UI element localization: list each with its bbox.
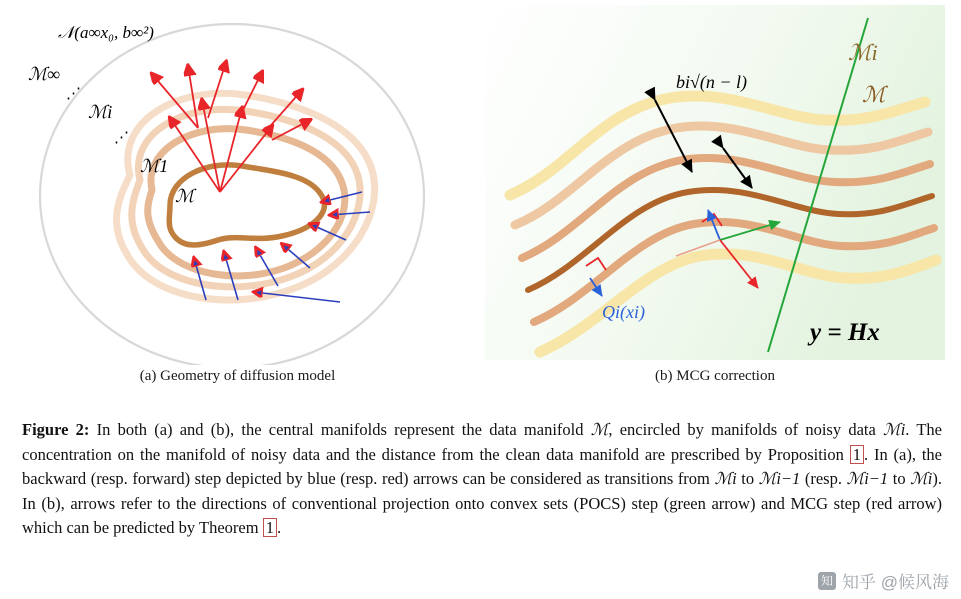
figure-panel-a <box>10 0 465 395</box>
label-gaussian: 𝒩(a∞x₀, b∞²) <box>58 23 154 42</box>
caption-m5: ℳi−1 <box>846 469 889 488</box>
caption-m4: ℳi−1 <box>758 469 801 488</box>
panel-b-graphic <box>480 0 950 365</box>
caption-text-3: . The concentration on the manifold of noisy data and the distance from the clean data manifold are prescribed by Proposition <box>22 420 942 464</box>
label-projection: Qi(xi) <box>602 302 645 322</box>
outer-circle <box>40 24 424 365</box>
caption-text-6: (resp. <box>800 469 847 488</box>
label-m-1: ℳ1 <box>140 156 169 176</box>
caption-text-1: In both (a) and (b), the central manifolds represent the data manifold <box>89 420 591 439</box>
panel-a-caption: (a) Geometry of diffusion model <box>139 368 336 384</box>
figure-caption <box>22 418 942 541</box>
label-measurement: y = Hx <box>810 319 880 346</box>
panel-b-caption: (b) MCG correction <box>655 368 775 384</box>
caption-text-2: , encircled by manifolds of noisy data <box>608 420 884 439</box>
caption-label: Figure 2: <box>22 420 90 439</box>
label-m-i: ℳi <box>88 102 113 122</box>
caption-text-7: to <box>888 469 911 488</box>
caption-text-8: ). In (b), arrows refer to the directions of conventional projection onto convex sets (POCS) step (green arrow) and MCG step (red arrow) which can be predicted by Theorem <box>22 469 942 537</box>
figure-panel-b <box>480 0 950 395</box>
panel-a-graphic <box>10 0 465 365</box>
label-m-clean: ℳ <box>175 186 195 206</box>
manifold-infinity <box>117 93 375 300</box>
watermark-text: 知乎 @候风海 <box>842 573 949 592</box>
reference-link-theorem[interactable]: 1 <box>263 518 277 537</box>
label-m-infinity: ℳ∞ <box>28 64 61 84</box>
zhihu-logo-icon: 知 <box>818 572 836 590</box>
label-dots-mid: ⋰ <box>114 130 129 146</box>
caption-m1: ℳ <box>590 420 609 439</box>
watermark <box>818 568 949 593</box>
label-mi-b: ℳi <box>848 40 878 65</box>
caption-text-4: . In (a), the backward (resp. forward) step depicted by blue (resp. red) arrows can be considered as transitions from <box>22 444 942 488</box>
label-m-clean-b: ℳ <box>862 82 886 107</box>
caption-m2: ℳi <box>883 420 906 439</box>
caption-m6: ℳi <box>910 469 933 488</box>
label-dots-top: ⋰ <box>66 86 81 102</box>
label-distance: bi√(n − l) <box>676 72 748 92</box>
caption-m3: ℳi <box>714 469 737 488</box>
caption-text-9: . <box>276 518 282 537</box>
caption-text-5: to <box>736 469 759 488</box>
reference-link-proposition[interactable]: 1 <box>850 445 864 464</box>
